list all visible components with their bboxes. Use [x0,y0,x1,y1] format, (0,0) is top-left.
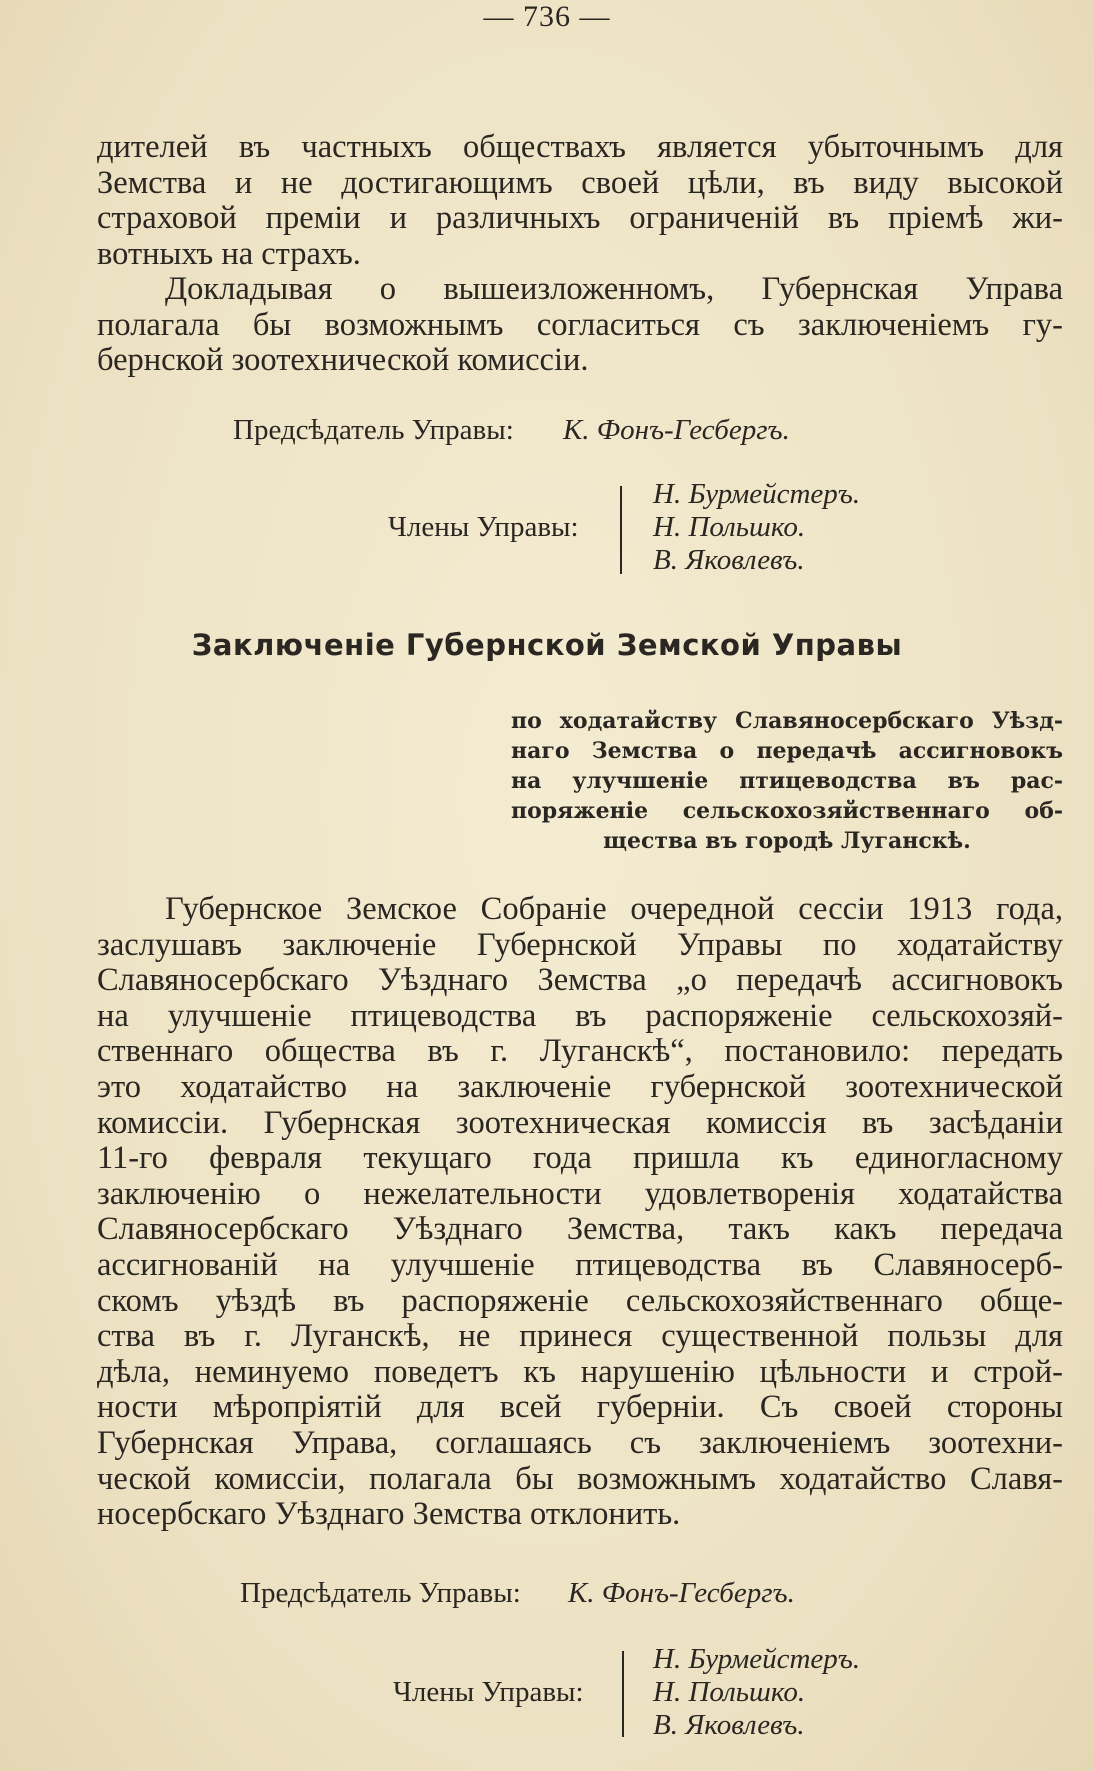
text-line: носербскаго Уѣзднаго Земства отклонить. [97,1496,681,1533]
text-line: Земства и не достигающимъ своей цѣли, въ виду высокой [97,164,1063,201]
text-line: заслушавъ заключеніе Губернской Управы по ходатайству [97,926,1063,963]
text-line: ства въ г. Луганскѣ, не принеся существенной пользы для [97,1318,1063,1355]
text-line: ческой комиссіи, полагала бы возможнымъ ходатайство Славя- [97,1460,1063,1497]
section-heading: Заключеніе Губернской Земской Управы [191,628,903,662]
text-line: Губернская Управа, соглашаясь съ заключеніемъ зоотехни- [97,1424,1063,1461]
member-name: Н. Польшко. [653,1676,806,1708]
text-line: скомъ уѣздѣ въ распоряженіе сельскохозяйственнаго обще- [97,1282,1063,1319]
brace-bracket [620,486,636,574]
text-line: Славяносербскаго Уѣзднаго Земства „о передачѣ ассигновокъ [97,962,1063,999]
chairman-label: Предсѣдатель Управы: [240,1577,521,1609]
text-line: это ходатайство на заключеніе губернской зоотехнической [97,1068,1063,1105]
chairman-name: К. Фонъ-Гесбергъ. [563,414,790,446]
text-line: заключенію о нежелательности удовлетворенія ходатайства [97,1175,1063,1212]
paragraph-1 [97,130,1063,272]
text-line: ности мѣропріятій для всей губерніи. Съ своей стороны [97,1389,1063,1426]
text-line: Докладывая о вышеизложенномъ, Губернская Управа [165,271,1063,307]
member-name: В. Яковлевъ. [653,1709,805,1741]
subheading-line: щества въ городѣ Луганскѣ. [603,828,971,854]
chairman-name: К. Фонъ-Гесбергъ. [568,1577,795,1609]
chairman-label: Предсѣдатель Управы: [233,414,514,446]
brace-bracket [622,1651,638,1737]
text-line: бернской зоотехнической комиссіи. [97,342,589,379]
member-name: Н. Польшко. [653,511,806,543]
member-name: В. Яковлевъ. [653,544,805,576]
subheading-line: наго Земства о передачѣ ассигновокъ [511,738,1063,764]
page-number: — 736 — [483,0,611,33]
members-label: Члены Управы: [388,511,579,543]
text-line: страховой преміи и различныхъ ограниченій въ пріемѣ жи- [97,200,1063,237]
subheading-line: на улучшеніе птицеводства въ рас- [511,768,1063,794]
text-line: Губернское Земское Собраніе очередной сессіи 1913 года, [165,891,1063,927]
text-line: на улучшеніе птицеводства въ распоряженіе сельскохозяй- [97,997,1063,1034]
subheading-line: поряженіе сельскохозяйственнаго об- [511,798,1063,824]
members-label: Члены Управы: [393,1676,584,1708]
members-names [653,1643,860,1742]
paragraph-2 [97,272,1063,379]
text-line: 11-го февраля текущаго года пришла къ единогласному [97,1140,1063,1177]
section-subheading [511,706,1063,856]
members-signature-2 [0,1643,1094,1763]
text-line: дителей въ частныхъ обществахъ является убыточнымъ для [97,129,1063,165]
member-name: Н. Бурмейстеръ. [653,1643,861,1675]
member-name: Н. Бурмейстеръ. [653,478,861,510]
text-line: дѣла, неминуемо поведетъ къ нарушенію цѣльности и строй- [97,1353,1063,1390]
text-line: ассигнованій на улучшеніе птицеводства въ Славяносерб- [97,1246,1063,1283]
text-line: Славяносербскаго Уѣзднаго Земства, такъ какъ передача [97,1211,1063,1248]
members-signature-1 [0,478,1094,598]
members-names [653,478,860,577]
text-line: вотныхъ на страхъ. [97,235,361,272]
paragraph-3 [97,892,1063,1533]
text-line: комиссіи. Губернская зоотехническая комиссія въ засѣданіи [97,1104,1063,1141]
subheading-line: по ходатайству Славяносербскаго Уѣзд- [511,708,1063,734]
text-line: полагала бы возможнымъ согласиться съ заключеніемъ гу- [97,306,1063,343]
text-line: ственнаго общества въ г. Луганскѣ“, постановило: передать [97,1033,1063,1070]
